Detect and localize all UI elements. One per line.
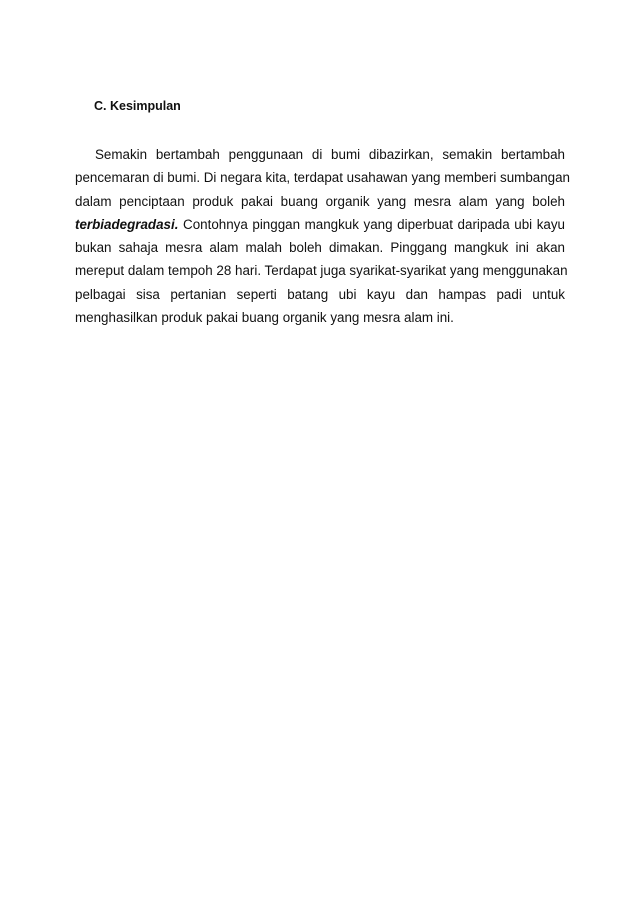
paragraph-line-7: pelbagai sisa pertanian seperti batang ubi kayu dan hampas padi untuk <box>75 286 565 302</box>
paragraph-line-1: Semakin bertambah penggunaan di bumi dibazirkan, semakin bertambah <box>95 147 565 162</box>
paragraph-line-4 <box>75 213 565 236</box>
paragraph-line-6: mereput dalam tempoh 28 hari. Terdapat juga syarikat-syarikat yang menggunakan <box>75 263 568 279</box>
paragraph-line-4-rest: Contohnya pinggan mangkuk yang diperbuat daripada ubi kayu <box>183 216 565 232</box>
emphasized-term: terbiadegradasi. <box>75 216 179 232</box>
paragraph-line-8: menghasilkan produk pakai buang organik yang mesra alam ini. <box>75 310 454 326</box>
paragraph-line-3: dalam penciptaan produk pakai buang organik yang mesra alam yang boleh <box>75 193 565 209</box>
paragraph-line-5: bukan sahaja mesra alam malah boleh dimakan. Pinggang mangkuk ini akan <box>75 240 565 256</box>
conclusion-paragraph <box>75 143 570 329</box>
section-heading: C. Kesimpulan <box>94 99 181 113</box>
paragraph-line-2: pencemaran di bumi. Di negara kita, terdapat usahawan yang memberi sumbangan <box>75 170 570 186</box>
